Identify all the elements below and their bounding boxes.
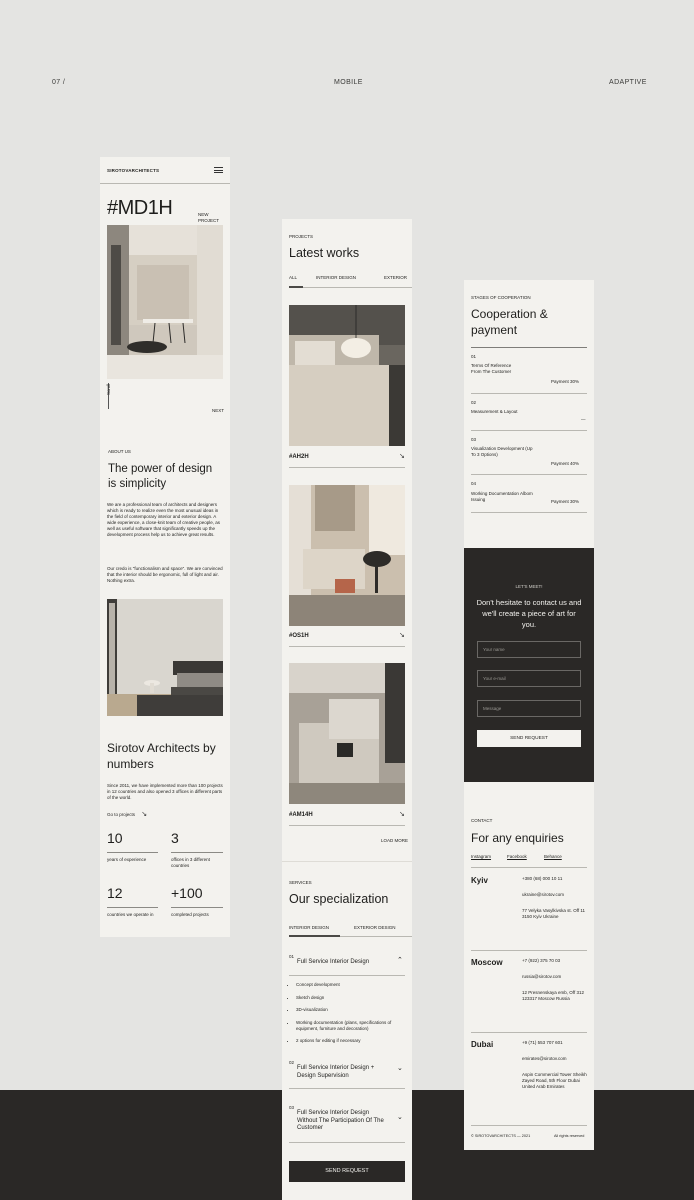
email-field[interactable]: [477, 670, 581, 687]
service-num: 02: [289, 1060, 295, 1065]
about-image: [107, 599, 223, 716]
meet-title: Don't hesitate to contact us and we'll create a piece of art for you.: [476, 598, 582, 629]
about-title: The power of design is simplicity: [108, 463, 213, 490]
stage-num: 03: [471, 437, 477, 442]
meet-label: LET'S MEET!: [515, 584, 543, 589]
phone-home: [100, 157, 230, 937]
contact-title: For any enquiries: [471, 831, 564, 845]
service-title: Full Service Interior Design + Design Supervision: [297, 1065, 375, 1079]
tab-active-indicator: [289, 286, 303, 288]
stage-num: 02: [471, 400, 477, 405]
interior-photo: [107, 225, 223, 379]
feature-item: • 3D-visualization: [296, 1007, 404, 1013]
tab-interior-design[interactable]: INTERIOR DESIGN: [316, 275, 357, 280]
projects-link-label: Go to projects: [107, 812, 136, 817]
send-request-button[interactable]: SEND REQUEST: [477, 730, 581, 747]
projects-label: PROJECTS: [289, 234, 314, 239]
work-image[interactable]: [289, 663, 405, 804]
section-divider: [282, 861, 412, 862]
stat-divider: [171, 852, 223, 853]
stage-divider: [471, 474, 587, 475]
load-more-button[interactable]: LOAD MORE: [381, 838, 409, 843]
adaptive-label: ADAPTIVE: [609, 79, 647, 86]
arrow-down-right-icon[interactable]: ↘: [399, 632, 405, 639]
message-field[interactable]: [477, 700, 581, 717]
chevron-up-icon[interactable]: ⌃: [397, 957, 403, 964]
office-divider: [471, 950, 587, 951]
stage-payment: Payment 40%: [551, 461, 580, 466]
office-address: 77 Velyka Vasylkivska st. Off 11 3150 Kyiv Ukraine: [522, 908, 586, 920]
tab-exterior[interactable]: EXTERIOR: [384, 275, 408, 280]
stage-num: 04: [471, 481, 477, 486]
office-divider: [471, 1032, 587, 1033]
service-num: 01: [289, 954, 295, 959]
feature-item: • Sketch design: [296, 995, 404, 1001]
work-image[interactable]: [289, 485, 405, 626]
projects-link[interactable]: [107, 810, 147, 819]
chevron-down-icon[interactable]: ⌄: [397, 1065, 403, 1072]
office-city: Kyiv: [471, 876, 488, 885]
stat-label: countries we operate in: [107, 912, 154, 917]
stage-payment: Payment 30%: [551, 499, 580, 504]
feature-item: • Concept development: [296, 982, 404, 988]
projects-title: Latest works: [289, 246, 360, 260]
stage-name: Visualization Development (Up To 3 Options): [471, 446, 533, 458]
stages-label: STAGES OF COOPERATION: [471, 295, 531, 300]
stat-value: +100: [171, 885, 203, 901]
stage-name: Working Documentation Albom Issuing: [471, 491, 533, 503]
work-image[interactable]: [289, 305, 405, 446]
about-text: We are a professional team of architects and designers which is ready to realize even the most unusual ideas in the field of contemporary interior and exterior design. A wide experience, a close-knit team of creative people, as well as useful software that significantly speeds up the development process help us to achieve great results.: [107, 502, 221, 538]
stage-name: Terms Of Reference From The Customer: [471, 363, 512, 375]
work-title[interactable]: #AH2H: [289, 454, 309, 460]
hamburger-icon[interactable]: [214, 167, 223, 173]
stat-divider: [107, 907, 158, 908]
feature-item: • 2 options for editing if necessary: [296, 1038, 404, 1044]
service-num: 03: [289, 1105, 295, 1110]
behance-link[interactable]: Behance: [544, 854, 562, 859]
service-title: Full Service Interior Design: [297, 959, 370, 965]
office-city: Moscow: [471, 958, 503, 967]
stage-num: 01: [471, 354, 477, 359]
hero-tag: NEW PROJECT: [198, 212, 220, 224]
work-divider: [289, 646, 405, 647]
footer-divider: [471, 1125, 587, 1126]
office-email[interactable]: emirates@sirotov.com: [522, 1056, 567, 1061]
contact-label: CONTACT: [471, 818, 493, 823]
office-address: Aspin Commercial Tower Sheikh Zayed Road, 5th Floor Dubai United Arab Emirates: [522, 1072, 587, 1090]
stage-divider: [471, 393, 587, 394]
copyright: © SIROTOVARCHITECTS — 2021: [471, 1134, 531, 1138]
office-phone[interactable]: +380 (68) 000 10 11: [522, 876, 563, 881]
stat-value: 12: [107, 885, 123, 901]
work-divider: [289, 825, 405, 826]
about-label: ABOUT US: [108, 449, 131, 454]
stat-value: 10: [107, 830, 123, 846]
stage-payment: —: [581, 417, 586, 422]
work-title[interactable]: #AM14H: [289, 812, 313, 818]
office-email[interactable]: ukraine@sirotov.com: [522, 892, 564, 897]
stat-value: 3: [171, 830, 179, 846]
facebook-link[interactable]: Facebook: [507, 854, 527, 859]
numbers-title: Sirotov Architects by numbers: [107, 741, 216, 771]
arrow-down-right-icon: ↘: [141, 811, 148, 818]
service-title: Full Service Interior Design Without The Participation Of The Customer: [297, 1110, 384, 1131]
numbers-text: Since 2011, we have implemented more than 100 projects in 12 countries and also opened 3 offices in different parts of the world.: [107, 783, 223, 801]
instagram-link[interactable]: Instagram: [471, 854, 492, 859]
living-photo: [289, 485, 405, 626]
about-credo: Our credo is "functionalism and space". We are convinced that the interior should be ergonomic, full of light and air. Nothing extra.: [107, 566, 223, 584]
send-request-button[interactable]: SEND REQUEST: [289, 1161, 405, 1182]
stat-label: offices in 3 different countries: [171, 857, 210, 869]
bedroom-photo: [289, 305, 405, 446]
contact-divider: [471, 867, 587, 868]
office-city: Dubai: [471, 1040, 494, 1049]
logo[interactable]: SIROTOVARCHITECTS: [107, 168, 160, 173]
stat-label: completed projects: [171, 912, 209, 917]
bedroom-photo: [107, 599, 223, 716]
stage-divider: [471, 512, 587, 513]
stages-divider: [471, 347, 587, 348]
service-divider: [289, 1088, 405, 1089]
phone-projects: [282, 219, 412, 1200]
office-phone[interactable]: +7 (922) 375 70 03: [522, 958, 561, 963]
hero-title: #MD1H: [107, 197, 173, 219]
work-title[interactable]: #OS1H: [289, 633, 309, 639]
office-address: 12 Presnenskaya emb, Off 312 123317 Moscow Russia: [522, 990, 584, 1002]
rights: All rights reserved: [554, 1134, 585, 1138]
service-features: [296, 982, 404, 1044]
mobile-label: MOBILE: [334, 79, 363, 86]
next-button[interactable]: NEXT: [212, 408, 225, 413]
contact-form-section: [464, 548, 594, 782]
stages-title: Cooperation & payment: [471, 307, 548, 337]
office-phone[interactable]: +9 (71) 553 707 601: [522, 1040, 563, 1045]
stat-divider: [171, 907, 223, 908]
stage-payment: Payment 30%: [551, 379, 580, 384]
stage-divider: [471, 430, 587, 431]
services-title: Our specialization: [289, 892, 389, 906]
arrow-down-right-icon[interactable]: ↘: [399, 811, 405, 818]
scroll-label: Scroll: [106, 383, 111, 395]
service-divider: [289, 1142, 405, 1143]
phone-contacts: [464, 280, 594, 1150]
stat-label: years of experience: [107, 857, 147, 862]
office-email[interactable]: russia@sirotov.com: [522, 974, 562, 979]
tabs-divider: [289, 287, 412, 288]
chevron-down-icon[interactable]: ⌄: [397, 1114, 403, 1121]
name-placeholder: Your name: [483, 647, 505, 652]
sofa-photo: [289, 663, 405, 804]
tab-interior-design[interactable]: INTERIOR DESIGN: [289, 925, 330, 930]
tab-all[interactable]: ALL: [289, 275, 298, 280]
feature-item: • Working documentation (plans, specifications of equipment, furniture and decoration): [296, 1020, 404, 1032]
service-divider: [289, 975, 405, 976]
page-number: 07 /: [52, 79, 66, 86]
hero-image: [107, 225, 223, 379]
work-divider: [289, 467, 405, 468]
tab-exterior-design[interactable]: EXTERIOR DESIGN: [354, 925, 396, 930]
tab-active-indicator: [289, 935, 340, 937]
stat-divider: [107, 852, 158, 853]
name-field[interactable]: [477, 641, 581, 658]
header-divider: [100, 183, 230, 184]
services-label: SERVICES: [289, 880, 312, 885]
stage-name: Measurement & Layout: [471, 409, 518, 414]
message-placeholder: Message: [483, 706, 502, 711]
arrow-down-right-icon[interactable]: ↘: [399, 453, 405, 460]
email-placeholder: Your e-mail: [483, 676, 506, 681]
